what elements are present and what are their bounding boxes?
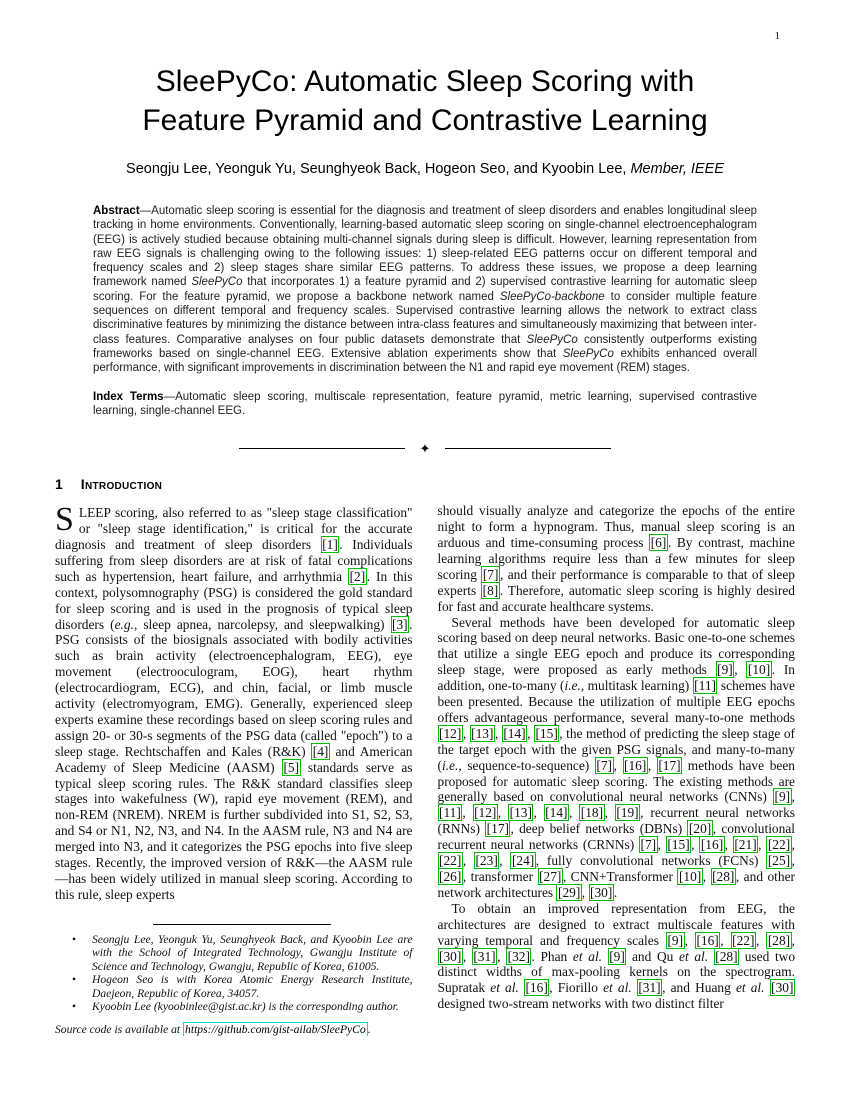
citation-link[interactable]: [23] xyxy=(475,853,498,869)
citation-link[interactable]: [22] xyxy=(732,932,755,948)
citation-link[interactable]: [6] xyxy=(650,534,667,550)
citation-link[interactable]: [14] xyxy=(503,725,526,741)
citation-link[interactable]: [28] xyxy=(715,948,738,964)
separator-rule-right xyxy=(445,448,611,449)
body-paragraph: Several methods have been developed for automatic sleep scoring based on deep neural networks. Basic one-to-one schemes that utilize a single EEG epoch and produce its corresponding sleep stage, were proposed as early methods [9] , [10] . In addition, one-to-many (i.e., multitask learning) [11] schemes have been presented. Because the utilization of multiple EEG epochs offers advantageous performance, several many-to-one methods [12] , [13] , [14] , [15] , the method of predicting the sleep stage of the target epoch with the given PSG signals, and many-to-many (i.e., sequence-to-sequence) [7] , [16] , [17] methods have been proposed for automatic sleep scoring. The existing methods are generally based on convolutional neural networks (CNNs) [9] , [11] , [12] , [13] , [14] , [18] , [19] , recurrent neural networks (RNNs) [17] , deep belief networks (DBNs) [20] , convolutional recurrent neural networks (CRNNs) [7] , [15] , [16] , [21] , [22] , [22] , [23] , [24] , fully convolutional networks (FCNs) [25] , [26] , transformer [27] , CNN+Transformer [10] , [28] , and other network architectures [29] , [30] . xyxy=(437,614,796,900)
citation-link[interactable]: [27] xyxy=(539,869,562,884)
citation-link[interactable]: [14] xyxy=(545,805,568,821)
citation-link[interactable]: [11] xyxy=(439,805,461,821)
section-number: 1 xyxy=(55,476,63,493)
column-left xyxy=(55,476,413,1036)
citation-link[interactable]: [8] xyxy=(482,582,499,598)
page-number: 1 xyxy=(774,30,780,42)
two-column-body xyxy=(0,476,850,1036)
section-separator xyxy=(239,442,611,455)
source-code-prefix: Source code is available at xyxy=(55,1022,184,1036)
citation-link[interactable]: [5] xyxy=(283,759,300,775)
index-terms-label: Index Terms xyxy=(93,390,164,403)
abstract-label: Abstract xyxy=(93,205,140,217)
body-paragraph: should visually analyze and categorize the epochs of the entire night to form a hypnogram. Thus, manual sleep scoring is an arduous and time-consuming process [6] . By contrast, machine learning algorithms require less than a few minutes for sleep scoring [7] , and their performance is comparable to that of sleep experts [8] . Therefore, automatic sleep scoring is highly desired for fast and accurate healthcare systems. xyxy=(437,503,795,614)
citation-link[interactable]: [16] xyxy=(624,757,647,773)
citation-link[interactable]: [9] xyxy=(609,948,625,964)
citation-link[interactable]: [29] xyxy=(557,884,581,900)
citation-link[interactable]: [3] xyxy=(392,616,408,632)
citation-link[interactable]: [10] xyxy=(747,662,771,678)
citation-link[interactable]: [1] xyxy=(322,536,338,552)
citation-link[interactable]: [28] xyxy=(712,869,735,884)
footnote-item: • Seongju Lee, Yeonguk Yu, Seunghyeok Back, and Kyoobin Lee are with the School of Integrated Technology, Gwangju Institute of Science and Technology, Gwangju, Republic of Korea, 61005. xyxy=(92,933,413,974)
source-code-link[interactable]: https://github.com/gist-ailab/SleePyCo xyxy=(185,1022,366,1036)
citation-link[interactable]: [4] xyxy=(312,743,329,759)
citation-link[interactable]: [24] xyxy=(511,853,535,869)
citation-link[interactable]: [17] xyxy=(658,757,681,773)
citation-link[interactable]: [12] xyxy=(439,725,462,741)
paper-title: SleePyCo: Automatic Sleep Scoring with Feature Pyramid and Contrastive Learning xyxy=(142,65,708,137)
source-code-line xyxy=(55,1023,413,1037)
drop-cap: S xyxy=(55,501,74,539)
footnote-block xyxy=(55,924,413,1037)
citation-link[interactable]: [15] xyxy=(535,725,558,741)
citation-link[interactable]: [30] xyxy=(771,980,794,996)
citation-link[interactable]: [22] xyxy=(439,853,462,869)
citation-link[interactable]: [25] xyxy=(767,853,791,869)
citation-link[interactable]: [31] xyxy=(638,980,661,996)
diamond-icon: ✦ xyxy=(419,441,431,457)
intro-paragraph-text: LEEP scoring, also referred to as "sleep stage classification" or "sleep stage identification," is critical for the accurate diagnosis and treatment of sleep disorders [1] . Individuals suffering from sleep disorders are at risk of fatal complications such as hypertension, heart failure, and arrhythmia [2] . In this context, polysomnography (PSG) is considered the gold standard for sleep scoring and is used in the prognosis of typical sleep disorders (e.g., sleep apnea, narcolepsy, and sleepwalking) [3] . PSG consists of the biosignals associated with bodily activities such as brain activity (electroencephalogram, EEG), eye movement (electrooculogram, EOG), heart rhythm (electrocardiogram, ECG), and chin, facial, or limb muscle activity (electromyogram, EMG). Generally, experienced sleep experts examine these recordings based on sleep scoring rules and assign 20- or 30-s segments of the PSG data (called "epoch") to a sleep stage. Rechtschaffen and Kales (R&K) [4] and American Academy of Sleep Medicine (AASM) [5] standards serve as typical sleep scoring rules. The R&K standard classifies sleep stages into wakefulness (W), rapid eye movement (REM), and non-REM (NREM). NREM is further subdivided into S1, S2, S3, and S4 or N1, N2, N3, and N4. In the AASM rule, N3 and N4 are merged into N3, and it categorizes the PSG epochs into five sleep stages. Recently, the improved version of R&K—the AASM rule—has been widely utilized in manual sleep scoring. According to this rule, sleep experts xyxy=(55,505,413,902)
source-code-suffix: . xyxy=(367,1022,371,1036)
author-line: Seongju Lee, Yeonguk Yu, Seunghyeok Back, Hogeon Seo, and Kyoobin Lee, Member, IEEE xyxy=(126,161,724,177)
citation-link[interactable]: [11] xyxy=(694,678,716,694)
citation-link[interactable]: [30] xyxy=(590,884,613,900)
body-paragraph: To obtain an improved representation from EEG, the architectures are designed to extract multiscale features with varying temporal and frequency scales [9] , [16] , [22] , [28] , [30] , [31] , [32] . Phan et al. [9] and Qu et al. [28] used two distinct widths of max-pooling kernels on the spectrogram. Supratak et al. [16] , Fiorillo et al. [31] , and Huang et al. [30] designed two-stream networks with two distinct filter xyxy=(437,900,796,1012)
citation-link[interactable]: [20] xyxy=(688,821,712,837)
abstract-text: —Automatic sleep scoring is essential for the diagnosis and treatment of sleep disorders and enables longitudinal sleep tracking in home environments. Conventionally, learning-based automatic sleep scoring on single-channel electroencephalogram (EEG) is actively studied because obtaining multi-channel signals during sleep is difficult. However, learning representation from raw EEG signals is challenging owing to the following issues: 1) sleep-related EEG patterns occur on different temporal and frequency scales and 2) sleep stages share similar EEG patterns. To address these issues, we propose a deep learning framework named SleePyCo that incorporates 1) a feature pyramid and 2) supervised contrastive learning for automatic sleep scoring. For the feature pyramid, we propose a backbone network named SleePyCo-backbone to consider multiple feature sequences on different temporal and frequency scales. Supervised contrastive learning allows the network to extract class discriminative features by minimizing the distance between intra-class features and simultaneously maximizing that between inter-class features. Comparative analyses on four public datasets demonstrate that SleePyCo consistently outperforms existing frameworks based on single-channel EEG. Extensive ablation experiments show that SleePyCo exhibits enhanced overall performance, with significant improvements in discrimination between the N1 and rapid eye movement (REM) stages. xyxy=(93,205,758,375)
citation-link[interactable]: [32] xyxy=(507,948,530,964)
intro-paragraph xyxy=(55,501,413,903)
citation-link[interactable]: [19] xyxy=(616,805,639,821)
footnote-rule xyxy=(153,924,331,925)
citation-link[interactable]: [16] xyxy=(525,980,548,996)
citation-link[interactable]: [9] xyxy=(717,662,733,678)
footnote-item: • Hogeon Seo is with Korea Atomic Energy Research Institute, Daejeon, Republic of Korea, 34057. xyxy=(92,973,413,1000)
citation-link[interactable]: [16] xyxy=(700,837,724,853)
citation-link[interactable]: [16] xyxy=(696,932,719,948)
citation-link[interactable]: [7] xyxy=(596,757,613,773)
separator-rule-left xyxy=(239,448,405,449)
index-terms-paragraph xyxy=(93,390,757,419)
citation-link[interactable]: [18] xyxy=(580,805,604,821)
citation-link[interactable]: [12] xyxy=(474,805,497,821)
citation-link[interactable]: [21] xyxy=(734,837,757,853)
citation-link[interactable]: [7] xyxy=(640,837,657,853)
footnote-item: • Kyoobin Lee (kyoobinlee@gist.ac.kr) is the corresponding author. xyxy=(92,1000,413,1014)
footnote-list xyxy=(55,933,413,1014)
citation-link[interactable]: [17] xyxy=(486,821,509,837)
citation-link[interactable]: [10] xyxy=(678,869,702,884)
column-right xyxy=(438,476,796,1036)
citation-link[interactable]: [2] xyxy=(349,568,366,584)
abstract-paragraph xyxy=(93,204,757,376)
citation-link[interactable]: [7] xyxy=(482,566,499,582)
index-terms-text: —Automatic sleep scoring, multiscale representation, feature pyramid, metric learning, supervised contrastive learning, single-channel EEG. xyxy=(93,390,757,417)
citation-link[interactable]: [22] xyxy=(767,837,791,853)
citation-link[interactable]: [31] xyxy=(473,948,496,964)
citation-link[interactable]: [30] xyxy=(439,948,462,964)
abstract-block xyxy=(93,204,757,418)
section-title: Introduction xyxy=(80,476,163,493)
citation-link[interactable]: [15] xyxy=(667,837,690,853)
citation-link[interactable]: [9] xyxy=(667,932,684,948)
citation-link[interactable]: [26] xyxy=(439,869,462,884)
citation-link[interactable]: [9] xyxy=(774,789,791,805)
citation-link[interactable]: [13] xyxy=(509,805,532,821)
citation-link[interactable]: [13] xyxy=(471,725,494,741)
section-heading xyxy=(55,476,413,492)
citation-link[interactable]: [28] xyxy=(767,932,791,948)
